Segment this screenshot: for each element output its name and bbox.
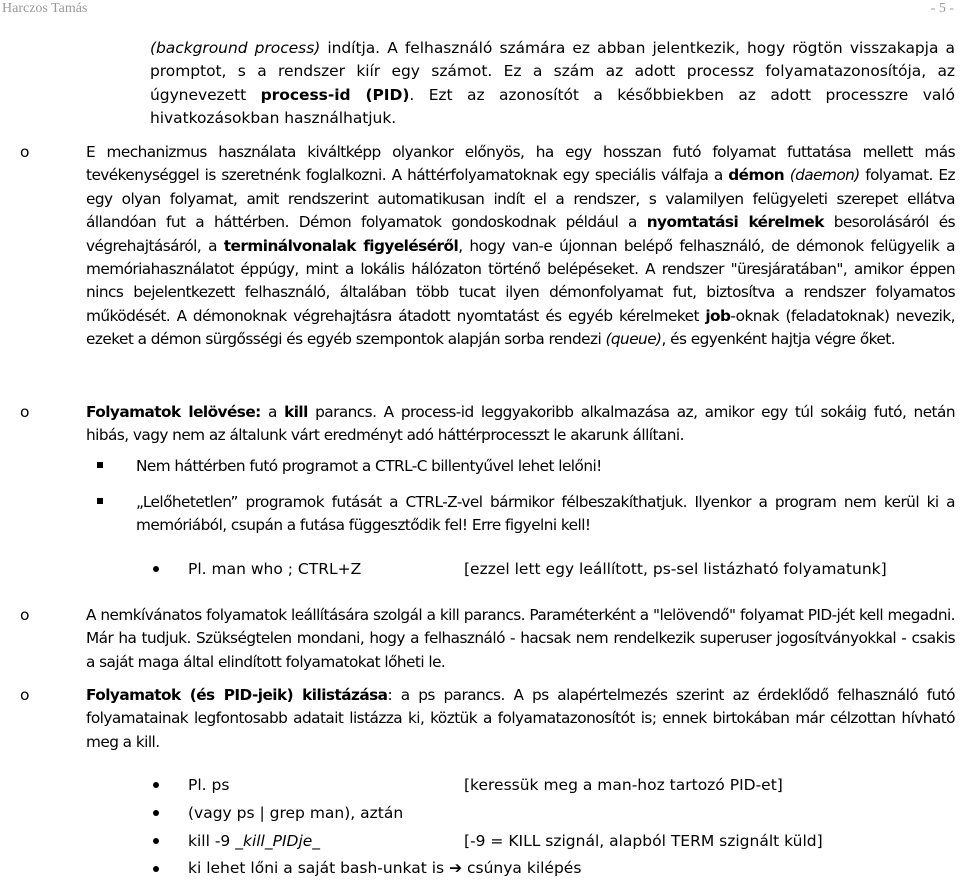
square-bullet — [97, 498, 103, 504]
ctrl-z-note: „Lelőhetetlen” programok futását a CTRL-Z-vel bármikor félbeszakíthatjuk. Ilyenkor a program nem kerül ki a memóriából, csupán a futása függesztődik fel! Erre figyelni kell! — [136, 493, 955, 535]
bullet-circle: o — [20, 143, 30, 161]
ps-example-row: (vagy ps | grep man), aztán — [188, 804, 404, 822]
bullet-circle: o — [20, 606, 30, 624]
header-page-number: - 5 - — [930, 1, 954, 16]
bullet-circle: o — [20, 686, 30, 704]
ps-example-row: Pl. ps [keressük meg a man-hoz tartozó PID-et] — [188, 776, 783, 794]
intro-term: (background process) — [150, 39, 321, 57]
example-row — [188, 558, 887, 581]
header-author: Harczos Tamás — [2, 1, 88, 16]
round-bullet — [153, 810, 159, 816]
round-bullet — [153, 866, 159, 872]
intro-pid-term: process-id (PID) — [260, 85, 410, 104]
example-command: Pl. man who ; CTRL+Z — [188, 560, 362, 578]
kill-paragraph: Folyamatok lelövése: a kill parancs. A process-id leggyakoribb alkalmazása az, amikor egy túl sokáig futó, netán hibás, vagy nem az általunk várt eredményt adó háttérprocesszt le akarunk állítani. — [86, 403, 955, 445]
example-note: [ezzel lett egy leállított, ps-sel listázható folyamatunk] — [464, 560, 887, 578]
page-header — [0, 0, 960, 20]
intro-paragraph: (background process) indítja. A felhasználó számára ez abban jelentkezik, hogy rögtön visszakapja a promptot, s a rendszer kiír egy számot. Ez a szám az adott processz folyamatazonosítója, az úgynevezett process-id (PID). Ezt az azonosítót a későbbiekben az adott processzre való hivatkozásokban használhatjuk. — [150, 39, 955, 128]
daemon-paragraph: E mechanizmus használata kiváltképp olyankor előnyös, ha egy hosszan futó folyamat futtatása mellett más tevékenységgel is szeretnénk foglalkozni. A háttérfolyamatoknak egy speciális válfaja a démon (daemon) folyamat. Ez egy olyan folyamat, amit rendszerint automatikusan indít el a rendszer, s valamilyen felügyeleti szerepet ellátva állandóan fut a háttérben. Démon folyamatok gondoskodnak például a nyomtatási kérelmek besorolásáról és végrehajtásáról, a terminálvonalak figyeléséről, hogy van-e újonnan belépő felhasználó, de démonok felügyelik a memóriahasználatot éppúgy, mint a lokális hálózaton történő belépéseket. A rendszer "üresjáratában", amikor éppen nincs bejelentkezett felhasználó, általában több tucat ilyen démonfolyamat fut, biztosítva a rendszer folyamatos működését. A démonoknak végrehajtásra átadott nyomtatást és egyéb kérelmeket job-oknak (feladatoknak) nevezik, ezeket a démon sürgősségi és egyéb szempontok alapján sorba rendezi (queue), és egyenként hajtja végre őket. — [86, 143, 956, 349]
ps-example-row: kill -9 _kill_PIDje_ [-9 = KILL szignál, alapból TERM szignált küld] — [188, 832, 823, 850]
kill-title: Folyamatok lelövése: — [86, 403, 261, 421]
bullet-circle: o — [20, 403, 30, 421]
ctrl-c-note: Nem háttérben futó programot a CTRL-C billentyűvel lehet lelőni! — [136, 457, 602, 475]
ps-title: Folyamatok (és PID-jeik) kilistázása — [86, 686, 388, 704]
round-bullet — [153, 838, 159, 844]
kill-pid-placeholder: _kill_PIDje_ — [235, 832, 321, 850]
round-bullet — [153, 782, 159, 788]
ps-paragraph: Folyamatok (és PID-jeik) kilistázása: a ps parancs. A ps alapértelmezés szerint az érdeklődő felhasználó futó folyamatainak legfontosabb adatait listázza ki, köztük a folyamatazonosítót is; ennek birtokában már célzottan hívható meg a kill. — [86, 686, 955, 751]
ps-example-row: ki lehet lőni a saját bash-unkat is ➔ csúnya kilépés — [188, 859, 582, 877]
kill-usage-paragraph: A nemkívánatos folyamatok leállítására szolgál a kill parancs. Paraméterként a "lelövendő" folyamat PID-jét kell megadni. Már ha tudjuk. Szükségtelen mondani, hogy a felhasználó - hacsak nem rendelkezik superuser jogosítványokkal - csakis a saját maga által elindított folyamatokat lőheti le. — [86, 606, 955, 671]
square-bullet — [97, 462, 103, 468]
round-bullet — [153, 566, 159, 572]
arrow-right-icon: ➔ — [449, 859, 463, 877]
